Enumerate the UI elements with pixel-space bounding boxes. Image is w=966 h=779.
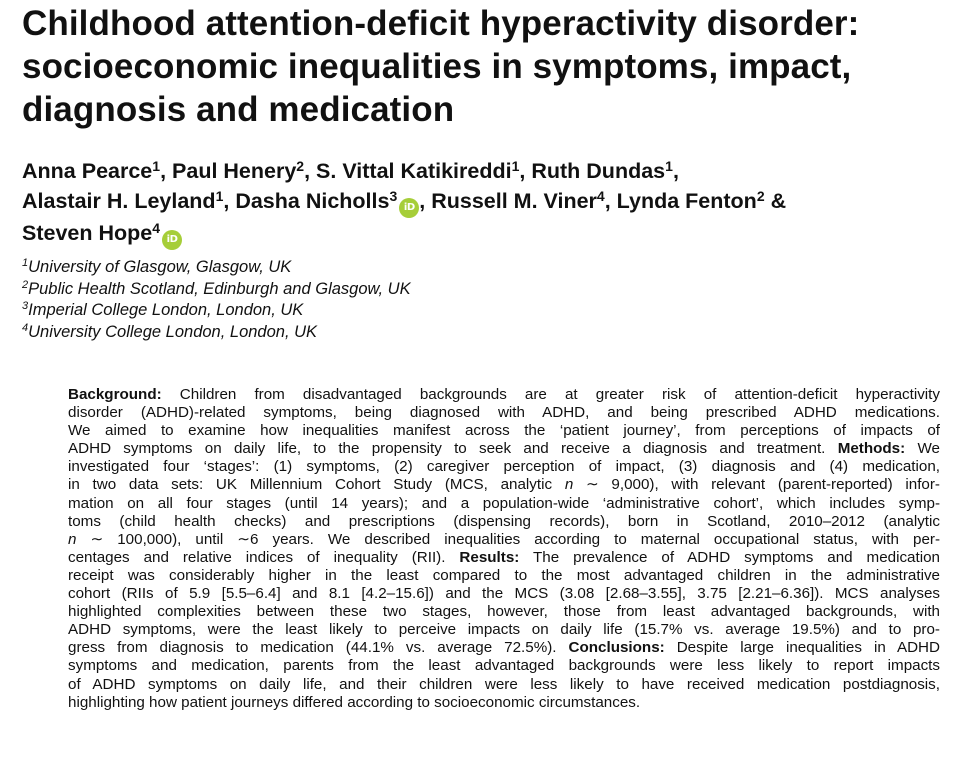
author-separator: & bbox=[764, 189, 787, 213]
abstract-text: in two data sets: UK Millennium Cohort Study (MCS, analytic bbox=[68, 476, 553, 494]
abstract-label-conclusions: Conclusions: bbox=[568, 639, 665, 657]
abstract-text: ∼ 9,000), with relevant (parent-reported) infor- bbox=[585, 476, 940, 494]
abstract-line: mation on all four stages (until 14 years); and a population-wide ‘administrative cohort’, which includes symp- bbox=[68, 494, 940, 512]
article-title bbox=[22, 2, 952, 131]
affiliation-text: University of Glasgow, Glasgow, UK bbox=[28, 258, 292, 276]
affiliation-number: 3 bbox=[22, 300, 29, 312]
author-separator: , bbox=[419, 189, 432, 213]
abstract-text: ∼ 100,000), until ∼6 years. We described inequalities according to maternal occupational status, with per- bbox=[90, 530, 940, 548]
affiliation-number: 1 bbox=[22, 257, 29, 269]
abstract-text: centages and relative indices of inequality (RII). bbox=[68, 548, 446, 566]
abstract-label-methods: Methods: bbox=[837, 440, 906, 458]
abstract-line bbox=[68, 386, 940, 404]
author-line bbox=[22, 156, 952, 186]
abstract-line: cohort (RIIs of 5.9 [5.5–6.4] and 8.1 [4.2–15.6]) and the MCS (3.08 [2.68–3.55], 3.75 [2.21–6.36]). MCS analyses bbox=[68, 585, 940, 603]
affiliation-number: 4 bbox=[22, 321, 29, 334]
author-name: Russell M. Viner bbox=[431, 189, 597, 213]
orcid-icon[interactable]: iD bbox=[162, 230, 182, 250]
affiliation-text: Imperial College London, London, UK bbox=[28, 301, 304, 319]
abstract-line bbox=[68, 440, 940, 458]
affiliation-item bbox=[22, 279, 411, 301]
affiliation-marker: 1 bbox=[215, 188, 224, 204]
author-name: Alastair H. Leyland bbox=[22, 189, 216, 213]
author-name: Lynda Fenton bbox=[616, 189, 757, 213]
author-name: Steven Hope bbox=[22, 221, 153, 245]
abstract-variable: n bbox=[564, 476, 574, 494]
affiliation-list bbox=[22, 257, 411, 343]
author-name: S. Vittal Katikireddi bbox=[316, 159, 512, 183]
abstract-label-results: Results: bbox=[459, 548, 520, 566]
affiliation-marker: 4 bbox=[152, 220, 161, 236]
affiliation-text: University College London, London, UK bbox=[28, 322, 318, 341]
abstract-line bbox=[68, 476, 940, 494]
author-name: Dasha Nicholls bbox=[235, 189, 390, 213]
abstract-text: The prevalence of ADHD symptoms and medication bbox=[533, 548, 940, 566]
author-separator: , bbox=[160, 159, 173, 183]
affiliation-marker: 2 bbox=[296, 158, 305, 174]
affiliation-marker: 2 bbox=[756, 188, 765, 204]
author-list bbox=[22, 156, 952, 250]
affiliation-number: 2 bbox=[22, 278, 29, 291]
title-line: diagnosis and medication bbox=[22, 90, 455, 129]
title-line: Childhood attention-deficit hyperactivity disorder: bbox=[22, 4, 860, 43]
author-line bbox=[22, 218, 952, 250]
author-line bbox=[22, 186, 952, 218]
author-separator: , bbox=[304, 159, 317, 183]
affiliation-marker: 1 bbox=[152, 158, 161, 174]
abstract-label-background: Background: bbox=[68, 386, 162, 403]
affiliation-marker: 4 bbox=[596, 188, 605, 204]
abstract-text: Despite large inequalities in ADHD bbox=[676, 639, 940, 657]
abstract-variable: n bbox=[68, 530, 77, 548]
abstract-line: of ADHD symptoms on daily life, and their children were less likely to have received medication postdiagnosis, bbox=[68, 675, 940, 693]
author-separator: , bbox=[604, 189, 617, 213]
abstract-line bbox=[68, 639, 940, 657]
author-name: Anna Pearce bbox=[22, 159, 153, 183]
affiliation-marker: 1 bbox=[511, 158, 520, 174]
abstract-line: ADHD symptoms, were the least likely to perceive impacts on daily life (15.7% vs. average 19.5%) and to pro- bbox=[68, 621, 940, 639]
abstract bbox=[68, 386, 940, 712]
abstract-line: receipt was considerably higher in the least compared to the most advantaged children in the administrative bbox=[68, 566, 940, 584]
abstract-line: symptoms and medication, parents from the least advantaged backgrounds were less likely to report impacts bbox=[68, 657, 940, 675]
title-line: socioeconomic inequalities in symptoms, impact, bbox=[22, 47, 852, 86]
affiliation-text: Public Health Scotland, Edinburgh and Glasgow, UK bbox=[28, 279, 411, 298]
abstract-line: highlighted complexities between these two stages, however, those from least advantaged backgrounds, with bbox=[68, 603, 940, 621]
orcid-icon[interactable]: iD bbox=[399, 198, 419, 218]
abstract-text: ADHD symptoms on daily life, to the propensity to seek and receive a diagnosis and treatment. bbox=[68, 440, 826, 458]
affiliation-item bbox=[22, 257, 411, 279]
author-name: Paul Henery bbox=[172, 159, 297, 183]
abstract-line: highlighting how patient journeys differed according to socioeconomic circumstances. bbox=[68, 693, 641, 711]
abstract-text: Children from disadvantaged backgrounds are at greater risk of attention-deficit hyperactivity bbox=[179, 386, 940, 403]
affiliation-item bbox=[22, 300, 411, 322]
affiliation-marker: 1 bbox=[665, 158, 673, 174]
abstract-line: We aimed to examine how inequalities manifest across the ‘patient journey’, from perceptions of impacts of bbox=[68, 422, 940, 440]
abstract-line: investigated four ‘stages’: (1) symptoms, (2) caregiver perception of impact, (3) diagnosis and (4) medication, bbox=[68, 458, 940, 476]
abstract-line bbox=[68, 549, 940, 567]
author-separator: , bbox=[672, 159, 679, 183]
abstract-line: disorder (ADHD)-related symptoms, being diagnosed with ADHD, and being prescribed ADHD medications. bbox=[68, 404, 940, 422]
abstract-text: We bbox=[917, 440, 940, 458]
author-name: Ruth Dundas bbox=[531, 159, 666, 183]
abstract-text: gress from diagnosis to medication (44.1% vs. average 72.5%). bbox=[68, 639, 557, 657]
affiliation-marker: 3 bbox=[389, 188, 398, 204]
affiliation-item bbox=[22, 322, 411, 344]
author-separator: , bbox=[519, 159, 532, 183]
abstract-line bbox=[68, 531, 940, 549]
abstract-line: toms (child health checks) and prescriptions (dispensing records), born in Scotland, 2010–2012 (analytic bbox=[68, 512, 940, 530]
author-separator: , bbox=[223, 189, 236, 213]
